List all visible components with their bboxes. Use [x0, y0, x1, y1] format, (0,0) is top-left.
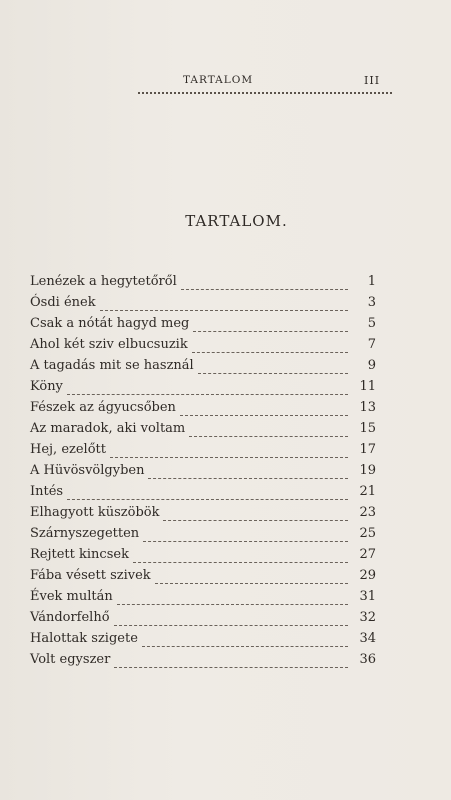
toc-entry: [30, 337, 376, 358]
toc-entry-title: Fába vésett szivek: [30, 568, 151, 583]
toc-dot-leader: [193, 328, 348, 332]
toc-entry: [30, 631, 376, 652]
toc-entry-title: Ósdi ének: [30, 295, 96, 310]
toc-entry-page: 23: [359, 505, 376, 520]
toc-entry-title: Elhagyott küszöbök: [30, 505, 160, 520]
toc-entry-page: 29: [359, 568, 376, 583]
toc-entry-page: 15: [359, 421, 376, 436]
toc-entry-page: 13: [359, 400, 376, 415]
toc-dot-leader: [192, 349, 348, 353]
toc-entry-title: Lenézek a hegytetőről: [30, 274, 177, 289]
toc-dot-leader: [143, 538, 348, 542]
toc-entry: [30, 589, 376, 610]
toc-entry: [30, 526, 376, 547]
toc-entry-page: 31: [359, 589, 376, 604]
toc-entry-page: 34: [359, 631, 376, 646]
toc-entry-title: Évek multán: [30, 589, 113, 604]
toc-entry: [30, 547, 376, 568]
toc-dot-leader: [181, 286, 348, 290]
toc-entry: [30, 379, 376, 400]
toc-entry: [30, 400, 376, 421]
toc-entry-title: Rejtett kincsek: [30, 547, 129, 562]
toc-dot-leader: [180, 412, 348, 416]
toc-entry: [30, 295, 376, 316]
toc-entry: [30, 505, 376, 526]
toc-dot-leader: [155, 580, 348, 584]
toc-dot-leader: [117, 601, 348, 605]
header-rule: [138, 92, 392, 94]
toc-entry-title: A tagadás mit se használ: [30, 358, 194, 373]
toc-entry-page: 25: [359, 526, 376, 541]
running-head: [0, 74, 451, 88]
toc-entry: [30, 421, 376, 442]
toc-entry-title: Az maradok, aki voltam: [30, 421, 186, 436]
toc-entry-title: Halottak szigete: [30, 631, 138, 646]
toc-entry-title: Vándorfelhő: [30, 610, 110, 625]
toc-entry: [30, 358, 376, 379]
toc-entry-title: Intés: [30, 484, 64, 499]
toc-entry-title: Ahol két sziv elbucsuzik: [30, 337, 188, 352]
toc-dot-leader: [110, 454, 348, 458]
toc-dot-leader: [114, 622, 348, 626]
toc-dot-leader: [189, 433, 348, 437]
toc-entry-page: 1: [367, 274, 376, 289]
toc-entry-title: A Hüvösvölgyben: [30, 463, 145, 478]
toc-entry-title: Szárnyszegetten: [30, 526, 140, 541]
toc-entry-title: Köny: [30, 379, 63, 394]
toc-dot-leader: [100, 307, 348, 311]
toc-entry-title: Volt egyszer: [30, 652, 111, 667]
toc-dot-leader: [163, 517, 348, 521]
toc-entry-page: 5: [367, 316, 376, 331]
toc-list: [30, 274, 376, 673]
toc-entry-title: Hej, ezelőtt: [30, 442, 106, 457]
toc-entry: [30, 442, 376, 463]
toc-entry: [30, 316, 376, 337]
toc-dot-leader: [114, 664, 348, 668]
running-head-page-number: III: [364, 74, 381, 87]
toc-entry-page: 27: [359, 547, 376, 562]
toc-heading: [0, 212, 451, 230]
toc-entry-page: 7: [367, 337, 376, 352]
toc-entry-page: 17: [359, 442, 376, 457]
toc-entry-page: 11: [359, 379, 376, 394]
toc-dot-leader: [67, 391, 348, 395]
toc-dot-leader: [67, 496, 348, 500]
toc-dot-leader: [198, 370, 348, 374]
toc-entry: [30, 484, 376, 505]
toc-entry-page: 21: [359, 484, 376, 499]
toc-entry-page: 9: [367, 358, 376, 373]
toc-entry: [30, 463, 376, 484]
toc-dot-leader: [142, 643, 348, 647]
running-head-title: TARTALOM: [183, 74, 254, 86]
toc-entry: [30, 274, 376, 295]
toc-entry-page: 19: [359, 463, 376, 478]
toc-entry-page: 36: [359, 652, 376, 667]
toc-entry: [30, 610, 376, 631]
toc-dot-leader: [133, 559, 348, 563]
toc-entry: [30, 568, 376, 589]
toc-entry-title: Fészek az ágyucsőben: [30, 400, 176, 415]
toc-heading-text: TARTALOM.: [185, 212, 288, 230]
toc-entry-page: 32: [359, 610, 376, 625]
toc-entry-page: 3: [367, 295, 376, 310]
toc-entry-title: Csak a nótát hagyd meg: [30, 316, 190, 331]
toc-dot-leader: [148, 475, 348, 479]
toc-entry: [30, 652, 376, 673]
